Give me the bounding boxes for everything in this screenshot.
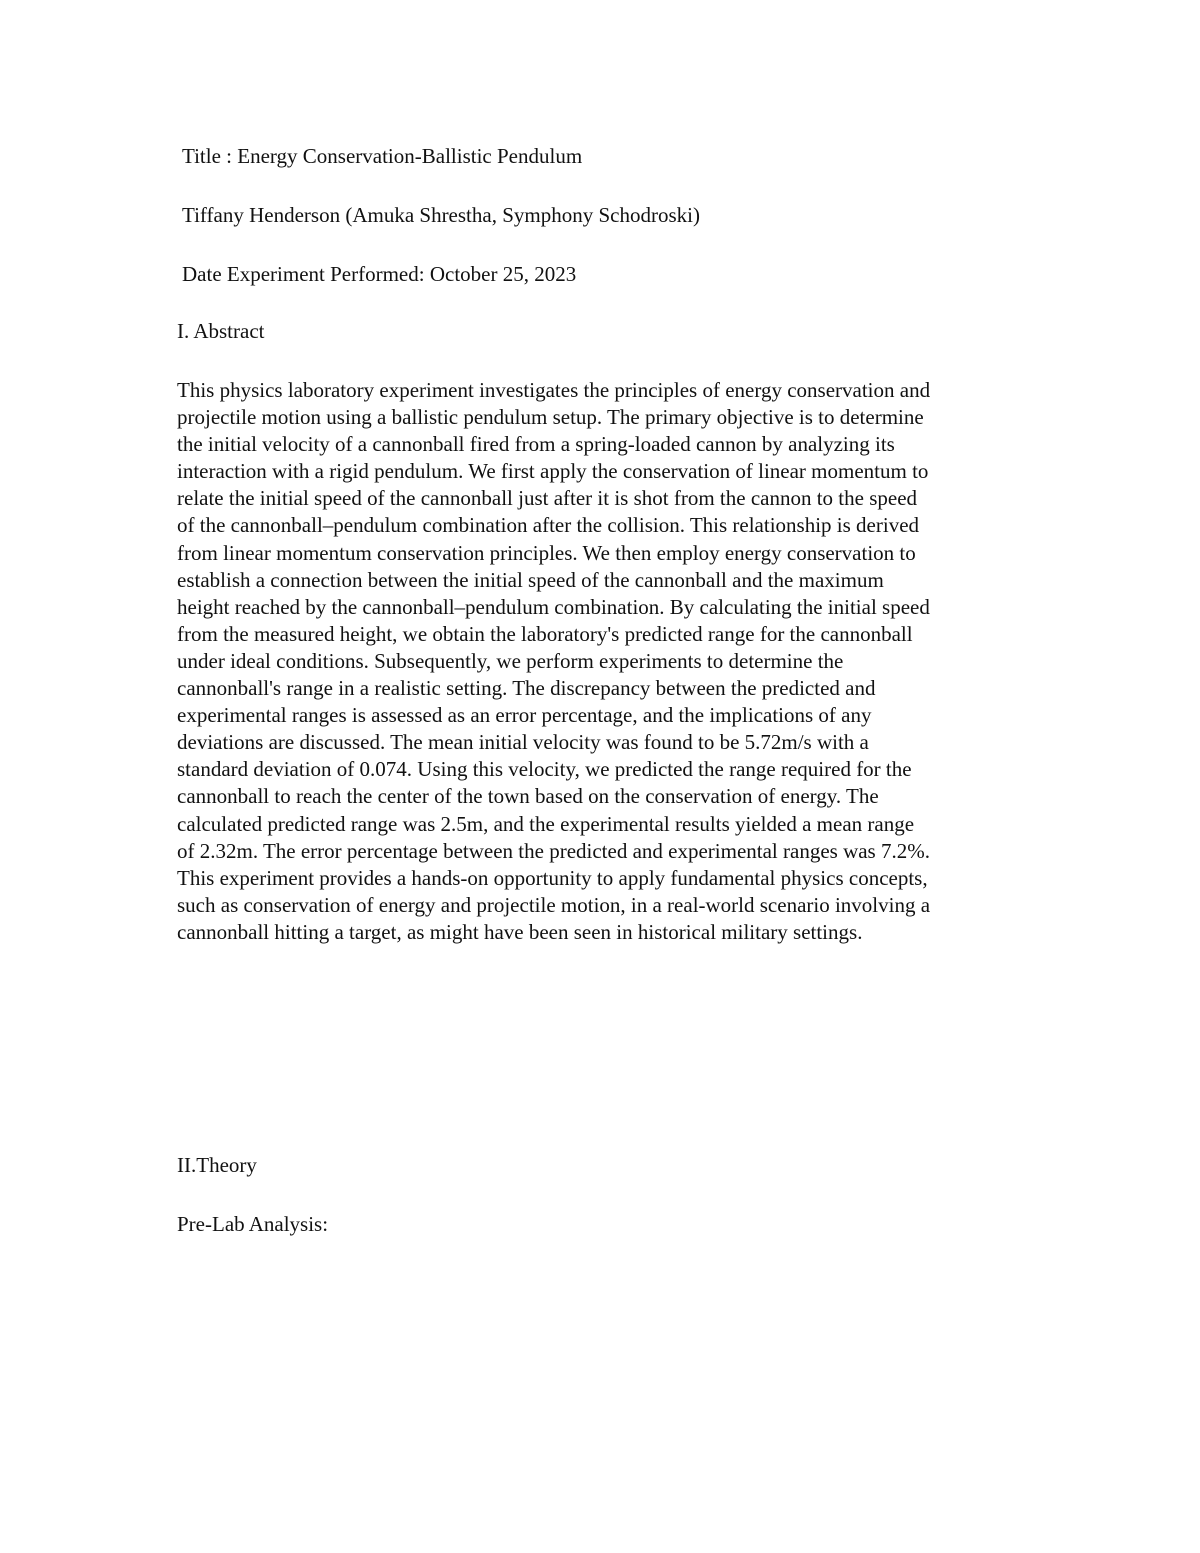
abstract-line: establish a connection between the initial speed of the cannonball and the maximum [177,567,884,592]
abstract-line: interaction with a rigid pendulum. We first apply the conservation of linear momentum to [177,459,929,484]
abstract-line: cannonball's range in a realistic setting. The discrepancy between the predicted and [177,676,876,701]
abstract-line: experimental ranges is assessed as an error percentage, and the implications of any [177,703,872,728]
report-title: Title : Energy Conservation-Ballistic Pendulum [182,144,583,168]
abstract-line: from linear momentum conservation principles. We then employ energy conservation to [177,540,916,565]
abstract-line: This experiment provides a hands-on opportunity to apply fundamental physics concepts, [177,865,928,890]
abstract-line: of 2.32m. The error percentage between the predicted and experimental ranges was 7.2%. [177,838,930,863]
abstract-line: This physics laboratory experiment investigates the principles of energy conservation and [177,378,931,402]
abstract-line: cannonball hitting a target, as might have been seen in historical military settings. [177,919,863,944]
abstract-line: under ideal conditions. Subsequently, we perform experiments to determine the [177,648,844,673]
abstract-line: relate the initial speed of the cannonball just after it is shot from the cannon to the speed [177,486,918,511]
report-date: Date Experiment Performed: October 25, 2023 [182,262,577,286]
abstract-line: from the measured height, we obtain the laboratory's predicted range for the cannonball [177,621,913,646]
abstract-line: the initial velocity of a cannonball fired from a spring-loaded cannon by analyzing its [177,432,895,457]
abstract-line: standard deviation of 0.074. Using this velocity, we predicted the range required for the [177,757,912,782]
report-authors: Tiffany Henderson (Amuka Shrestha, Symphony Schodroski) [182,203,700,227]
abstract-heading: I. Abstract [177,319,265,343]
abstract-paragraph [177,377,1037,946]
abstract-line: such as conservation of energy and projectile motion, in a real-world scenario involving a [177,892,931,917]
abstract-line: calculated predicted range was 2.5m, and the experimental results yielded a mean range [177,811,915,836]
abstract-line: height reached by the cannonball–pendulum combination. By calculating the initial speed [177,594,930,619]
abstract-line: projectile motion using a ballistic pendulum setup. The primary objective is to determine [177,405,924,430]
abstract-line: deviations are discussed. The mean initial velocity was found to be 5.72m/s with a [177,730,869,755]
abstract-line: cannonball to reach the center of the town based on the conservation of energy. The [177,784,879,809]
prelab-subheading: Pre-Lab Analysis: [177,1212,329,1236]
abstract-line: of the cannonball–pendulum combination after the collision. This relationship is derived [177,513,920,538]
theory-heading: II.Theory [177,1153,257,1177]
